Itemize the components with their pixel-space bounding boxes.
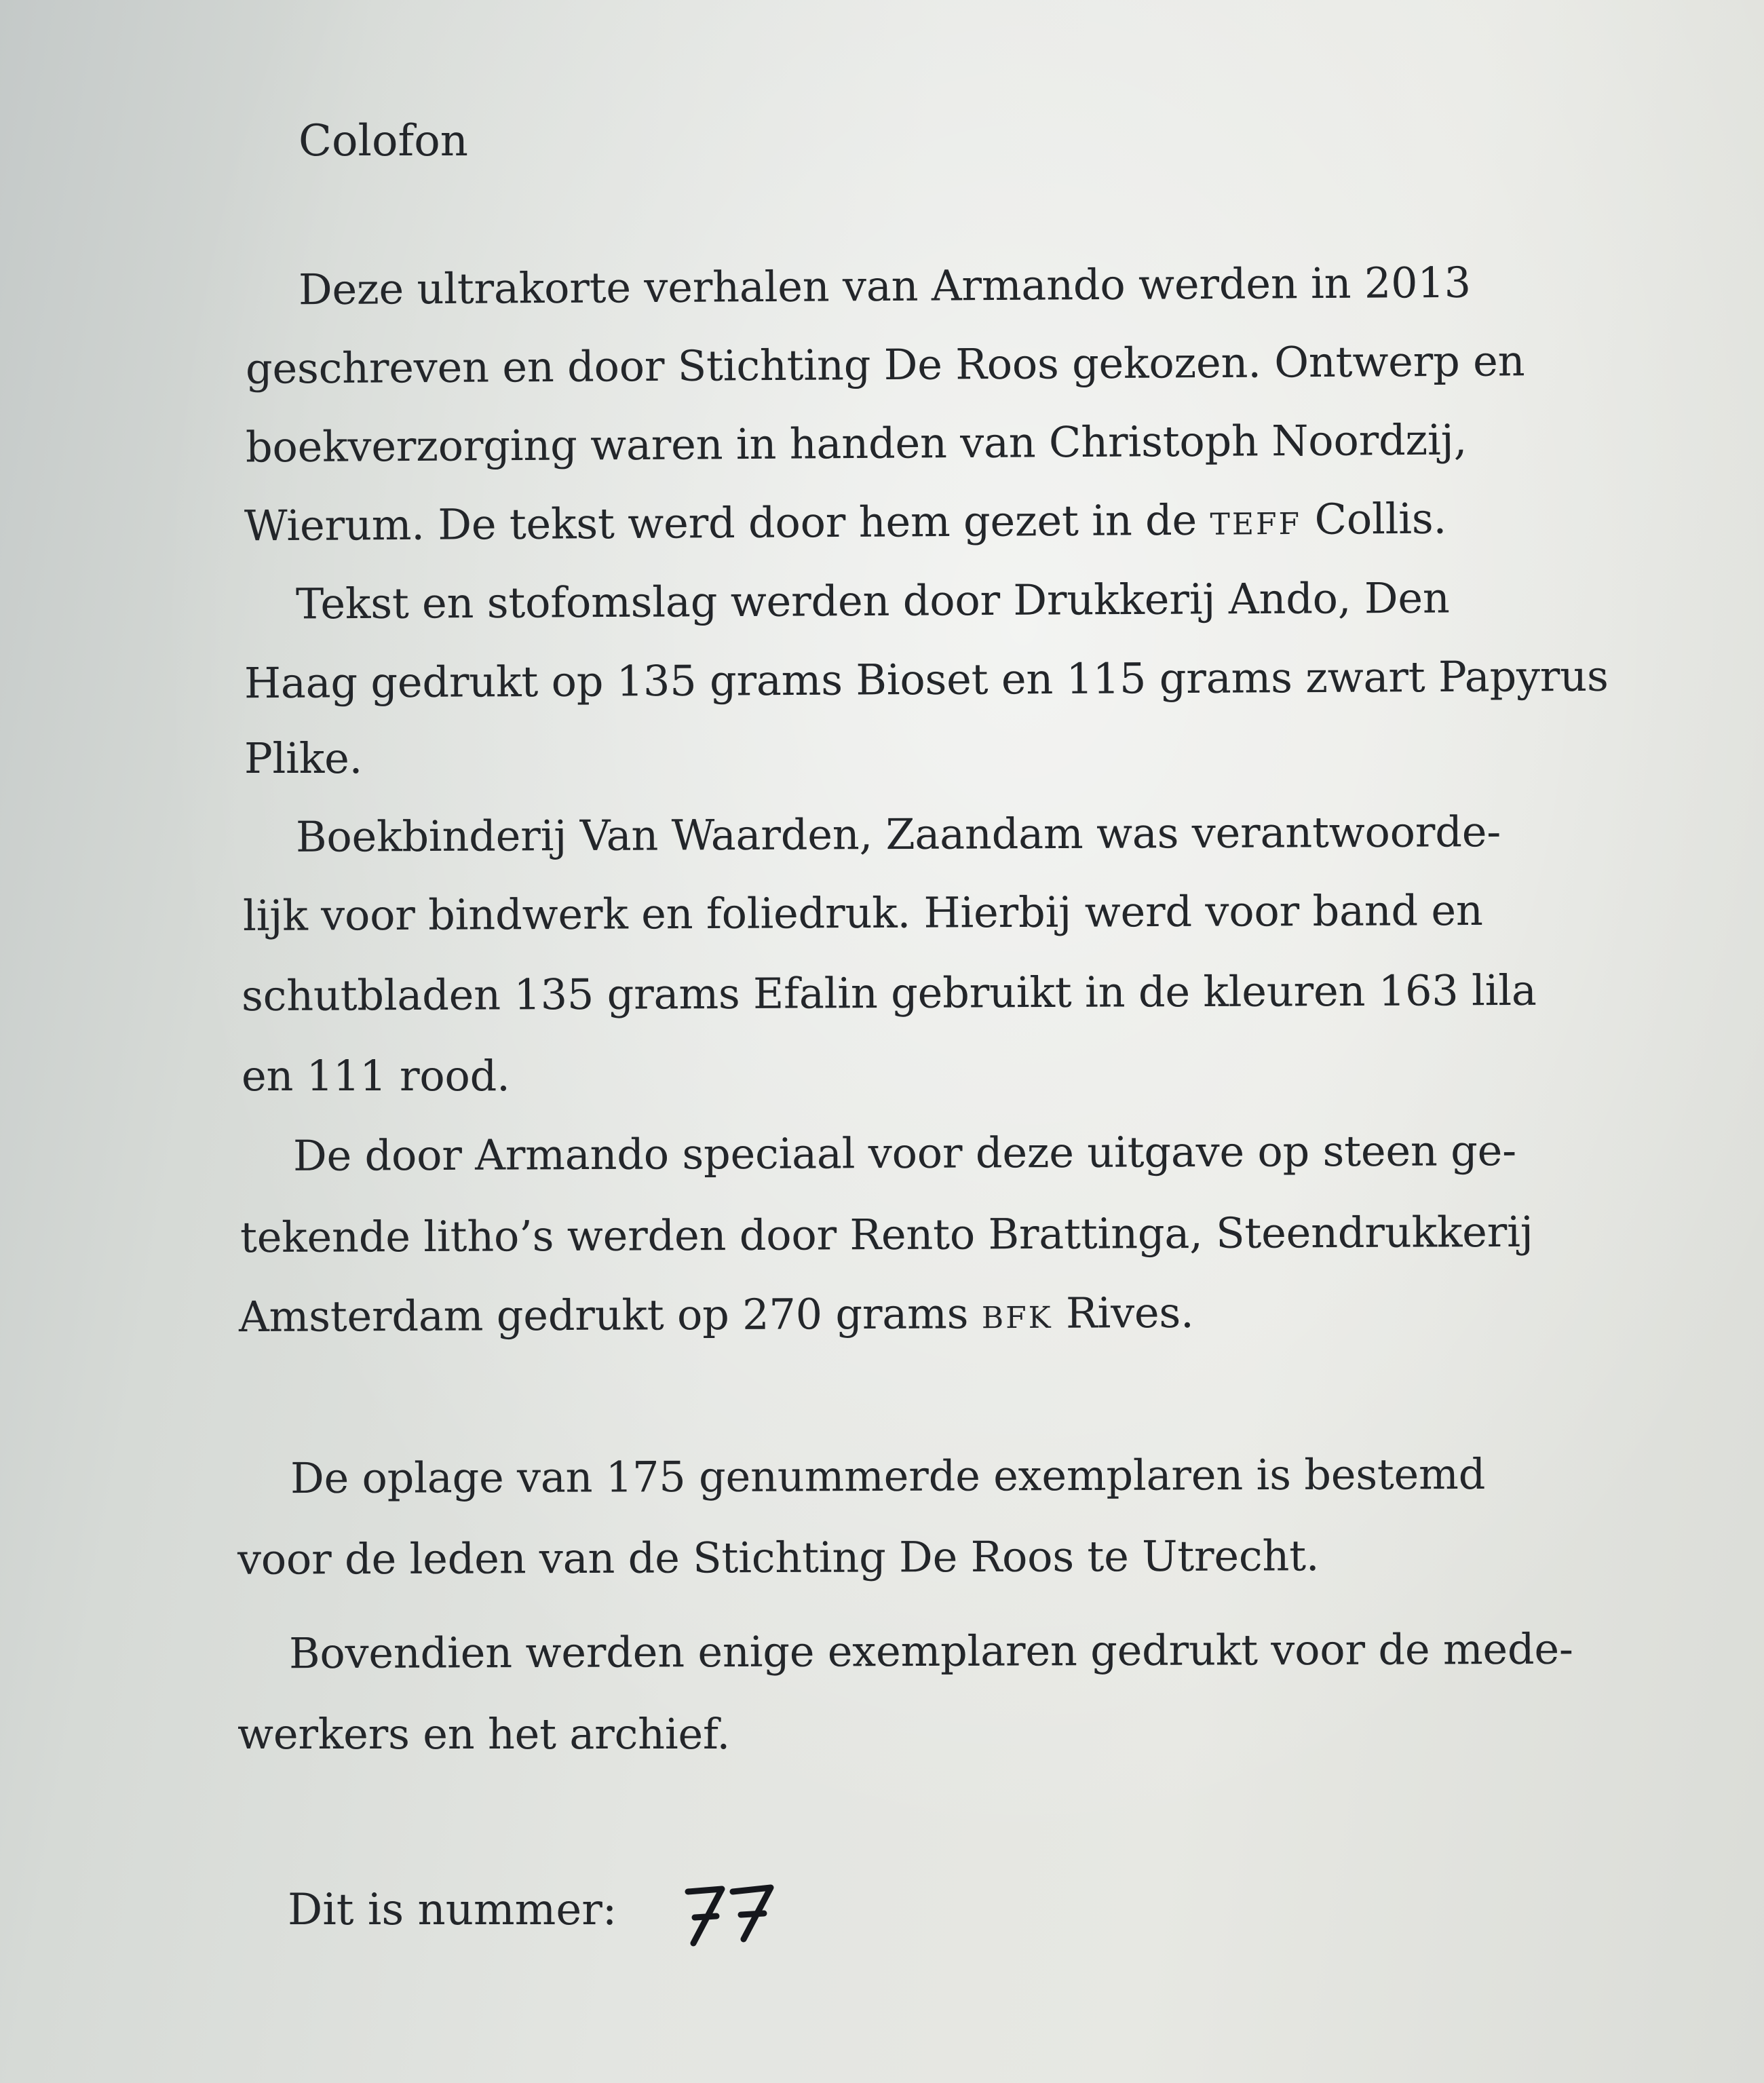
text-line	[239, 1286, 1194, 1349]
text-line: Boekbinderij Van Waarden, Zaandam was verantwoorde-	[295, 807, 1501, 862]
text-line: boekverzorging waren in handen van Christoph Noordzij,	[245, 415, 1468, 472]
text-line: Deze ultrakorte verhalen van Armando werden in 2013	[298, 257, 1472, 315]
text-line: geschreven en door Stichting De Roos gekozen. Ontwerp en	[245, 336, 1525, 394]
text-line: De door Armando speciaal voor deze uitgave op steen ge-	[292, 1126, 1517, 1181]
text-line: Bovendien werden enige exemplaren gedrukt voor de mede-	[288, 1624, 1573, 1679]
copy-number-label: Dit is nummer:	[288, 1885, 617, 1935]
text-line: werkers en het archief.	[237, 1709, 731, 1759]
text-segment: Rives.	[1052, 1287, 1194, 1338]
text-line: en 111 rood.	[242, 1051, 510, 1101]
colophon-heading: Colofon	[299, 116, 468, 166]
text-line: Tekst en stofomslag werden door Drukkerij Ando, Den	[295, 573, 1450, 629]
text-segment: Collis.	[1301, 493, 1447, 544]
text-line	[244, 492, 1446, 558]
text-line: schutbladen 135 grams Efalin gebruikt in de kleuren 163 lila	[241, 965, 1537, 1021]
text-segment: Wierum. De tekst werd door hem gezet in de	[244, 495, 1210, 551]
text-line: lijk voor bindwerk en foliedruk. Hierbij werd voor band en	[242, 885, 1483, 940]
small-caps-text: TEFF	[1210, 506, 1302, 542]
text-line: tekende litho’s werden door Rento Brattinga, Steendrukkerij	[239, 1206, 1533, 1263]
text-line: Plike.	[244, 733, 363, 783]
small-caps-text: BFK	[981, 1300, 1053, 1336]
text-segment: Amsterdam gedrukt op 270 grams	[238, 1288, 982, 1342]
handwritten-copy-number	[678, 1878, 780, 1953]
text-line: voor de leden van de Stichting De Roos te Utrecht.	[237, 1531, 1320, 1584]
handwritten-digit-crossbar	[741, 1913, 764, 1915]
text-line: Haag gedrukt op 135 grams Bioset en 115 grams zwart Papyrus	[244, 651, 1609, 708]
text-line: De oplage van 175 genummerde exemplaren is bestemd	[290, 1449, 1486, 1504]
handwritten-digit-crossbar	[695, 1916, 716, 1917]
